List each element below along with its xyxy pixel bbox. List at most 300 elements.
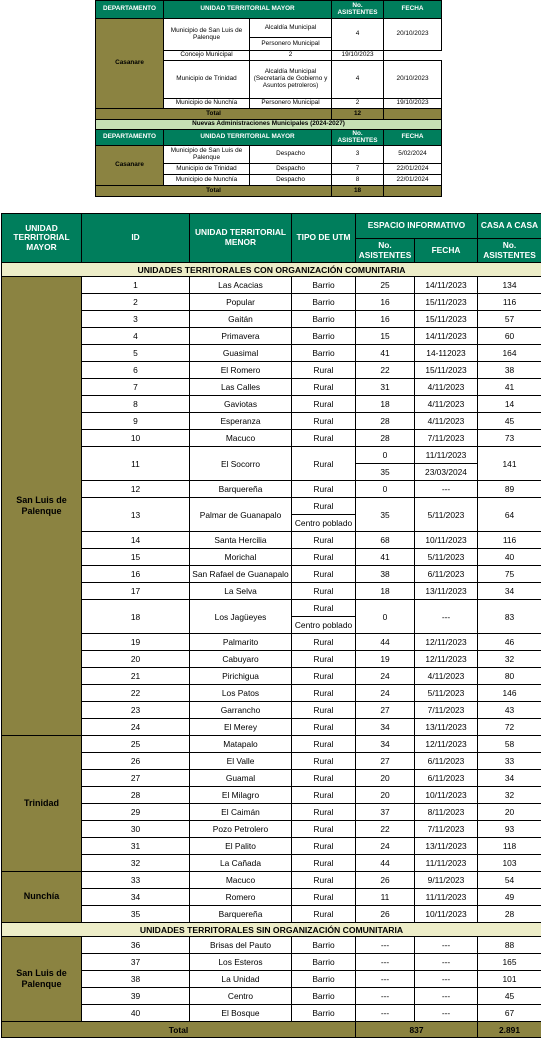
id-cell: 29 <box>82 804 190 821</box>
unit-cell: Despacho <box>250 164 332 175</box>
unit-cell: Despacho <box>250 175 332 186</box>
id-cell: 15 <box>82 549 190 566</box>
asistentes-cell: 22 <box>356 362 415 379</box>
fecha-cell: 6/11/2023 <box>415 566 478 583</box>
fecha-cell: 13/11/2023 <box>415 838 478 855</box>
table-row <box>2 634 541 651</box>
tipo-utm-cell: Rural <box>292 702 356 719</box>
id-cell: 8 <box>82 396 190 413</box>
fecha-cell: 15/11/2023 <box>415 294 478 311</box>
unit-cell: Alcaldía Municipal <box>250 19 332 38</box>
asistentes-cell: 44 <box>356 855 415 872</box>
section-heading: UNIDADES TERRITORALES CON ORGANIZACIÓN COMUNITARIA <box>2 263 541 277</box>
mayor-cell: Municipio de Trinidad <box>164 164 250 175</box>
id-cell: 34 <box>82 889 190 906</box>
unidad-menor-cell: La Unidad <box>190 971 292 988</box>
tipo-utm-cell: Rural <box>292 753 356 770</box>
fecha-cell: 6/11/2023 <box>415 753 478 770</box>
fecha-cell: 19/10/2023 <box>332 51 384 61</box>
asistentes-cell: --- <box>356 988 415 1005</box>
total-casa-a-casa: 2.891 <box>478 1022 541 1038</box>
casa-a-casa-cell: 83 <box>478 600 541 634</box>
asistentes-cell: --- <box>356 954 415 971</box>
fecha-cell: 14/11/2023 <box>415 277 478 294</box>
unidad-menor-cell: El Caimán <box>190 804 292 821</box>
total-value: 12 <box>332 109 384 120</box>
table-row <box>2 770 541 787</box>
table-row <box>2 702 541 719</box>
unidad-menor-cell: Gaviotas <box>190 396 292 413</box>
id-cell: 30 <box>82 821 190 838</box>
unidad-menor-cell: Garrancho <box>190 702 292 719</box>
tipo-utm-cell: Barrio <box>292 294 356 311</box>
tipo-utm-cell: Rural <box>292 872 356 889</box>
unidad-menor-cell: Palmarito <box>190 634 292 651</box>
header-no-asistentes-casa: No. ASISTENTES <box>478 239 541 263</box>
departamento-cell: Casanare <box>96 19 164 109</box>
fecha-cell: --- <box>415 988 478 1005</box>
unit-cell: Despacho <box>250 146 332 164</box>
id-cell: 14 <box>82 532 190 549</box>
asistentes-cell: 31 <box>356 379 415 396</box>
header-no-asistentes: No. ASISTENTES <box>332 130 384 146</box>
tipo-utm-cell: Rural <box>292 685 356 702</box>
mayor-cell: Municipio de San Luis de Palenque <box>164 146 250 164</box>
asistentes-cell: 18 <box>356 396 415 413</box>
id-cell: 24 <box>82 719 190 736</box>
casa-a-casa-cell: 32 <box>478 651 541 668</box>
unidad-menor-cell: Pozo Petrolero <box>190 821 292 838</box>
header-unidad-territorial-mayor: UNIDAD TERRITORIAL MAYOR <box>2 214 82 263</box>
casa-a-casa-cell: 46 <box>478 634 541 651</box>
asistentes-cell: 18 <box>356 583 415 600</box>
asistentes-cell: 2 <box>250 51 332 61</box>
fecha-cell: --- <box>415 954 478 971</box>
asistentes-cell: 24 <box>356 685 415 702</box>
casa-a-casa-cell: 64 <box>478 498 541 532</box>
fecha-cell: 11/11/2023 <box>415 447 478 464</box>
casa-a-casa-cell: 38 <box>478 362 541 379</box>
table-row <box>2 498 541 515</box>
tipo-utm-cell: Rural <box>292 413 356 430</box>
unidad-menor-cell: Guasimal <box>190 345 292 362</box>
table-row <box>2 447 541 464</box>
asistentes-cell: 24 <box>356 668 415 685</box>
fecha-cell: --- <box>415 971 478 988</box>
table-row <box>2 430 541 447</box>
table-row <box>2 855 541 872</box>
fecha-cell: 5/11/2023 <box>415 498 478 532</box>
casa-a-casa-cell: 28 <box>478 906 541 923</box>
casa-a-casa-cell: 75 <box>478 566 541 583</box>
id-cell: 32 <box>82 855 190 872</box>
id-cell: 28 <box>82 787 190 804</box>
casa-a-casa-cell: 34 <box>478 583 541 600</box>
casa-a-casa-cell: 118 <box>478 838 541 855</box>
fecha-cell: --- <box>415 481 478 498</box>
tipo-utm-cell: Rural <box>292 906 356 923</box>
total-fecha-empty <box>384 186 442 197</box>
tipo-utm-cell: Rural <box>292 719 356 736</box>
fecha-cell: 10/11/2023 <box>415 532 478 549</box>
table-row <box>2 889 541 906</box>
unidad-menor-cell: Macuco <box>190 872 292 889</box>
table-row <box>2 566 541 583</box>
tipo-utm-cell: Rural <box>292 362 356 379</box>
tipo-utm-cell: Rural <box>292 396 356 413</box>
table-row <box>2 311 541 328</box>
id-cell: 40 <box>82 1005 190 1022</box>
asistentes-cell: --- <box>356 971 415 988</box>
total-asistentes: 837 <box>356 1022 478 1038</box>
tipo-utm-cell: Barrio <box>292 937 356 954</box>
id-cell: 23 <box>82 702 190 719</box>
casa-a-casa-cell: 134 <box>478 277 541 294</box>
casa-a-casa-cell: 80 <box>478 668 541 685</box>
tipo-utm-cell: Rural <box>292 889 356 906</box>
tipo-utm-cell: Rural <box>292 821 356 838</box>
header-unidad-territorial-mayor: UNIDAD TERRITORIAL MAYOR <box>164 130 332 146</box>
unidad-menor-cell: Esperanza <box>190 413 292 430</box>
asistentes-cell: 4 <box>332 61 384 99</box>
table-row <box>2 1005 541 1022</box>
tipo-utm-cell: Barrio <box>292 954 356 971</box>
id-cell: 9 <box>82 413 190 430</box>
id-cell: 16 <box>82 566 190 583</box>
casa-a-casa-cell: 34 <box>478 770 541 787</box>
table-row <box>2 413 541 430</box>
tipo-utm-cell: Centro poblado <box>292 617 356 634</box>
tipo-utm-cell: Rural <box>292 447 356 481</box>
casa-a-casa-cell: 20 <box>478 804 541 821</box>
id-cell: 27 <box>82 770 190 787</box>
tipo-utm-cell: Barrio <box>292 277 356 294</box>
casa-a-casa-cell: 14 <box>478 396 541 413</box>
section-row <box>2 263 541 277</box>
asistentes-cell: 7 <box>332 164 384 175</box>
mayor-cell: Municipio de San Luis de Palenque <box>164 19 250 51</box>
fecha-cell: 7/11/2023 <box>415 702 478 719</box>
tipo-utm-cell: Rural <box>292 838 356 855</box>
unidad-menor-cell: La Selva <box>190 583 292 600</box>
asistentes-cell: 34 <box>356 736 415 753</box>
table-row <box>2 396 541 413</box>
mayor-cell: Municipio de Nunchía <box>164 175 250 186</box>
unidad-menor-cell: Morichal <box>190 549 292 566</box>
unidad-menor-cell: Barquereña <box>190 906 292 923</box>
asistentes-cell: 16 <box>356 294 415 311</box>
casa-a-casa-cell: 54 <box>478 872 541 889</box>
asistentes-cell: 3 <box>332 146 384 164</box>
casa-a-casa-cell: 164 <box>478 345 541 362</box>
asistentes-cell: 0 <box>356 600 415 634</box>
header-no-asistentes: No. ASISTENTES <box>356 239 415 263</box>
table-body <box>2 263 541 1038</box>
asistentes-cell: 27 <box>356 702 415 719</box>
asistentes-cell: 34 <box>356 719 415 736</box>
casa-a-casa-cell: 141 <box>478 447 541 481</box>
table-row <box>2 583 541 600</box>
table-row <box>2 345 541 362</box>
asistentes-cell: 28 <box>356 430 415 447</box>
unidad-menor-cell: El Valle <box>190 753 292 770</box>
tipo-utm-cell: Rural <box>292 532 356 549</box>
id-cell: 2 <box>82 294 190 311</box>
departamento-cell: Casanare <box>96 146 164 186</box>
header-fecha: FECHA <box>415 239 478 263</box>
table-row <box>2 549 541 566</box>
id-cell: 37 <box>82 954 190 971</box>
casa-a-casa-cell: 45 <box>478 988 541 1005</box>
header-unidad-territorial-menor: UNIDAD TERRITORIAL MENOR <box>190 214 292 263</box>
tipo-utm-cell: Rural <box>292 481 356 498</box>
fecha-cell: 10/11/2023 <box>415 787 478 804</box>
fecha-cell: 4/11/2023 <box>415 668 478 685</box>
unidad-menor-cell: Palmar de Guanapalo <box>190 498 292 532</box>
casa-a-casa-cell: 60 <box>478 328 541 345</box>
asistentes-cell: 35 <box>356 498 415 532</box>
total-value: 18 <box>332 186 384 197</box>
asistentes-cell: 41 <box>356 345 415 362</box>
total-label: Total <box>2 1022 356 1038</box>
tipo-utm-cell: Rural <box>292 430 356 447</box>
header-espacio-informativo: ESPACIO INFORMATIVO <box>356 214 478 239</box>
id-cell: 33 <box>82 872 190 889</box>
header-tipo-de-utm: TIPO DE UTM <box>292 214 356 263</box>
fecha-cell: 7/11/2023 <box>415 821 478 838</box>
asistentes-cell: 20 <box>356 770 415 787</box>
unidad-menor-cell: Cabuyaro <box>190 651 292 668</box>
id-cell: 13 <box>82 498 190 532</box>
unidad-menor-cell: Popular <box>190 294 292 311</box>
fecha-cell: --- <box>415 937 478 954</box>
total-label: Total <box>96 186 332 197</box>
unidad-menor-cell: El Merey <box>190 719 292 736</box>
tipo-utm-cell: Rural <box>292 787 356 804</box>
table-row <box>2 971 541 988</box>
casa-a-casa-cell: 146 <box>478 685 541 702</box>
id-cell: 12 <box>82 481 190 498</box>
id-cell: 7 <box>82 379 190 396</box>
tipo-utm-cell: Rural <box>292 651 356 668</box>
casa-a-casa-cell: 165 <box>478 954 541 971</box>
tipo-utm-cell: Rural <box>292 804 356 821</box>
tipo-utm-cell: Centro poblado <box>292 515 356 532</box>
asistentes-cell: 15 <box>356 328 415 345</box>
tipo-utm-cell: Barrio <box>292 311 356 328</box>
id-cell: 39 <box>82 988 190 1005</box>
table-row <box>2 906 541 923</box>
asistentes-cell: 0 <box>356 447 415 464</box>
table-row <box>2 277 541 294</box>
casa-a-casa-cell: 103 <box>478 855 541 872</box>
id-cell: 6 <box>82 362 190 379</box>
unidad-mayor-cell: San Luis de Palenque <box>2 937 82 1022</box>
fecha-cell: 12/11/2023 <box>415 651 478 668</box>
fecha-cell: 4/11/2023 <box>415 379 478 396</box>
unidad-menor-cell: Guamal <box>190 770 292 787</box>
table-row <box>2 736 541 753</box>
casa-a-casa-cell: 33 <box>478 753 541 770</box>
fecha-cell: 11/11/2023 <box>415 889 478 906</box>
casa-a-casa-cell: 116 <box>478 294 541 311</box>
table-row <box>2 328 541 345</box>
id-cell: 17 <box>82 583 190 600</box>
institutional-meetings-table <box>95 0 442 197</box>
asistentes-cell: 8 <box>332 175 384 186</box>
casa-a-casa-cell: 88 <box>478 937 541 954</box>
casa-a-casa-cell: 58 <box>478 736 541 753</box>
total-label: Total <box>96 109 332 120</box>
header-unidad-territorial-mayor: UNIDAD TERRITORIAL MAYOR <box>164 1 332 19</box>
header-casa-a-casa: CASA A CASA <box>478 214 541 239</box>
asistentes-cell: 22 <box>356 821 415 838</box>
casa-a-casa-cell: 89 <box>478 481 541 498</box>
table-row <box>2 379 541 396</box>
unidad-menor-cell: Los Jagüeyes <box>190 600 292 634</box>
id-cell: 4 <box>82 328 190 345</box>
unidad-menor-cell: Las Acacias <box>190 277 292 294</box>
fecha-cell: 5/11/2023 <box>415 685 478 702</box>
fecha-cell: 12/11/2023 <box>415 634 478 651</box>
fecha-cell: 8/11/2023 <box>415 804 478 821</box>
unidad-menor-cell: San Rafael de Guanapalo <box>190 566 292 583</box>
table-row <box>2 362 541 379</box>
tipo-utm-cell: Rural <box>292 600 356 617</box>
fecha-cell: --- <box>415 1005 478 1022</box>
tipo-utm-cell: Barrio <box>292 1005 356 1022</box>
asistentes-cell: --- <box>356 1005 415 1022</box>
fecha-cell: 19/10/2023 <box>384 99 442 109</box>
fecha-cell: 14/11/2023 <box>415 328 478 345</box>
asistentes-cell: 20 <box>356 787 415 804</box>
asistentes-cell: 24 <box>356 838 415 855</box>
fecha-cell: 5/02/2024 <box>384 146 442 164</box>
unidad-menor-cell: El Milagro <box>190 787 292 804</box>
total-fecha-empty <box>384 109 442 120</box>
territorial-units-table <box>1 213 541 1038</box>
section-heading: UNIDADES TERRITORALES SIN ORGANIZACIÓN COMUNITARIA <box>2 923 541 937</box>
casa-a-casa-cell: 43 <box>478 702 541 719</box>
fecha-cell: 4/11/2023 <box>415 396 478 413</box>
unit-cell: Personero Municipal <box>250 99 332 109</box>
casa-a-casa-cell: 41 <box>478 379 541 396</box>
asistentes-cell: 0 <box>356 481 415 498</box>
fecha-cell: 10/11/2023 <box>415 906 478 923</box>
fecha-cell: 23/03/2024 <box>415 464 478 481</box>
header-fecha: FECHA <box>384 130 442 146</box>
tipo-utm-cell: Rural <box>292 770 356 787</box>
asistentes-cell: 25 <box>356 277 415 294</box>
unidad-menor-cell: Primavera <box>190 328 292 345</box>
unit-cell: Personero Municipal <box>250 38 332 51</box>
fecha-cell: 7/11/2023 <box>415 430 478 447</box>
tipo-utm-cell: Barrio <box>292 328 356 345</box>
fecha-cell: 20/10/2023 <box>384 61 442 99</box>
fecha-cell: 15/11/2023 <box>415 311 478 328</box>
fecha-cell: --- <box>415 600 478 634</box>
tipo-utm-cell: Rural <box>292 583 356 600</box>
asistentes-cell: 28 <box>356 413 415 430</box>
mayor-cell: Municipio de Trinidad <box>164 61 250 99</box>
unidad-menor-cell: El Bosque <box>190 1005 292 1022</box>
asistentes-cell: 35 <box>356 464 415 481</box>
id-cell: 1 <box>82 277 190 294</box>
casa-a-casa-cell: 73 <box>478 430 541 447</box>
unidad-mayor-cell: Trinidad <box>2 736 82 872</box>
unidad-menor-cell: El Palito <box>190 838 292 855</box>
unidad-menor-cell: Matapalo <box>190 736 292 753</box>
fecha-cell: 9/11/2023 <box>415 872 478 889</box>
unidad-menor-cell: Los Patos <box>190 685 292 702</box>
table-row <box>2 937 541 954</box>
unit-cell: Concejo Municipal <box>164 51 250 61</box>
tipo-utm-cell: Rural <box>292 566 356 583</box>
table-row <box>2 532 541 549</box>
tipo-utm-cell: Rural <box>292 549 356 566</box>
mayor-cell: Municipio de Nunchía <box>164 99 250 109</box>
unidad-menor-cell: Centro <box>190 988 292 1005</box>
asistentes-cell: 11 <box>356 889 415 906</box>
table-row <box>2 954 541 971</box>
fecha-cell: 15/11/2023 <box>415 362 478 379</box>
casa-a-casa-cell: 116 <box>478 532 541 549</box>
new-administrations-banner: Nuevas Administraciones Municipales (2024-2027) <box>96 120 442 130</box>
table-row <box>2 872 541 889</box>
asistentes-cell: 4 <box>332 19 384 51</box>
id-cell: 3 <box>82 311 190 328</box>
unidad-mayor-cell: Nunchía <box>2 872 82 923</box>
table-row <box>2 481 541 498</box>
tipo-utm-cell: Barrio <box>292 988 356 1005</box>
asistentes-cell: 41 <box>356 549 415 566</box>
id-cell: 20 <box>82 651 190 668</box>
tipo-utm-cell: Barrio <box>292 345 356 362</box>
fecha-cell: 13/11/2023 <box>415 719 478 736</box>
asistentes-cell: --- <box>356 937 415 954</box>
section-row <box>2 923 541 937</box>
fecha-cell: 11/11/2023 <box>415 855 478 872</box>
header-departamento: DEPARTAMENTO <box>96 1 164 19</box>
asistentes-cell: 26 <box>356 872 415 889</box>
id-cell: 10 <box>82 430 190 447</box>
table-row <box>2 988 541 1005</box>
fecha-cell: 14-112023 <box>415 345 478 362</box>
id-cell: 36 <box>82 937 190 954</box>
fecha-cell: 22/01/2024 <box>384 164 442 175</box>
header-departamento: DEPARTAMENTO <box>96 130 164 146</box>
id-cell: 38 <box>82 971 190 988</box>
id-cell: 18 <box>82 600 190 634</box>
casa-a-casa-cell: 32 <box>478 787 541 804</box>
casa-a-casa-cell: 72 <box>478 719 541 736</box>
casa-a-casa-cell: 40 <box>478 549 541 566</box>
id-cell: 22 <box>82 685 190 702</box>
unidad-menor-cell: Macuco <box>190 430 292 447</box>
id-cell: 21 <box>82 668 190 685</box>
id-cell: 5 <box>82 345 190 362</box>
casa-a-casa-cell: 101 <box>478 971 541 988</box>
fecha-cell: 22/01/2024 <box>384 175 442 186</box>
unidad-menor-cell: Romero <box>190 889 292 906</box>
fecha-cell: 13/11/2023 <box>415 583 478 600</box>
unidad-menor-cell: Gaitán <box>190 311 292 328</box>
casa-a-casa-cell: 49 <box>478 889 541 906</box>
table-row <box>2 753 541 770</box>
table-row <box>2 719 541 736</box>
asistentes-cell: 26 <box>356 906 415 923</box>
unidad-menor-cell: El Romero <box>190 362 292 379</box>
